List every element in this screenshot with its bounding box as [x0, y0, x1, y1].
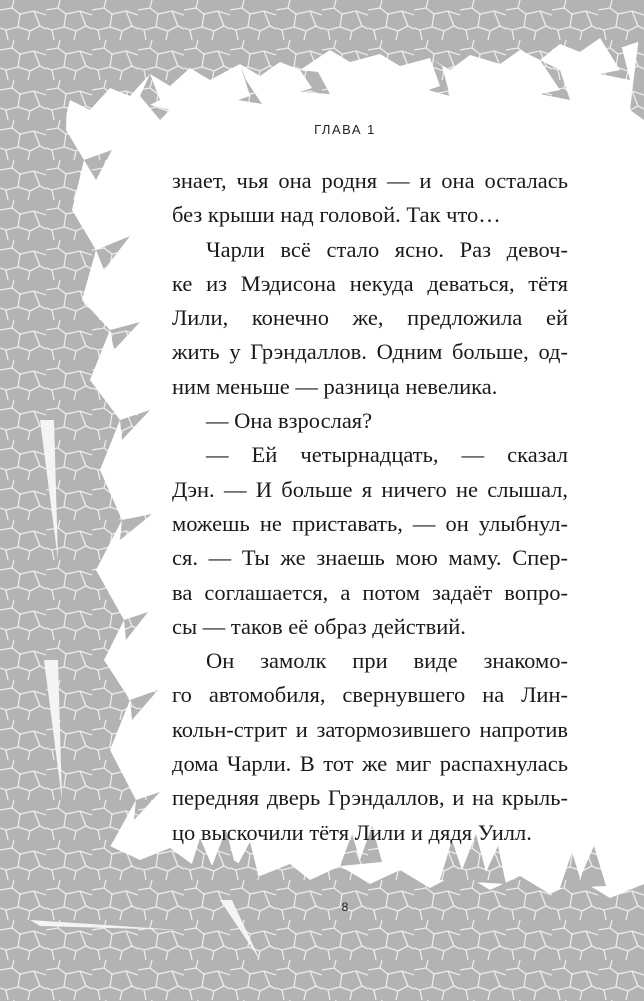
chapter-header: ГЛАВА 1 — [314, 122, 376, 137]
text-line: — Ей четырнадцать, — сказал — [206, 442, 568, 468]
text-line: го автомобиля, свернувшего на Лин- — [172, 682, 568, 708]
text-line: знает, чья она родня — и она осталась — [172, 168, 568, 193]
body-text — [172, 164, 568, 850]
page-number: 8 — [341, 900, 349, 914]
text-line: цо выскочили тётя Лили и дядя Уилл. — [172, 819, 532, 845]
text-line: Лили, конечно же, предложила ей — [172, 305, 568, 331]
text-line: ся. — Ты же знаешь мою маму. Спер- — [172, 545, 568, 571]
text-line: Дэн. — И больше я ничего не слышал, — [172, 476, 568, 502]
text-line: жить у Грэндаллов. Одним больше, од- — [172, 339, 568, 365]
text-line: Чарли всё стало ясно. Раз девоч- — [206, 236, 568, 262]
text-line: ним меньше — разница невелика. — [172, 373, 498, 399]
text-line: сы — таков её образ действий. — [172, 613, 466, 639]
text-line: можешь не приставать, — он улыбнул- — [172, 510, 568, 536]
text-line: без крыши над головой. Так что… — [172, 202, 501, 228]
text-line: ке из Мэдисона некуда деваться, тётя — [172, 270, 568, 296]
text-line: ва соглашается, а потом задаёт вопро- — [172, 579, 568, 605]
text-line: кольн-стрит и затормозившего напротив — [172, 716, 568, 742]
text-line: дома Чарли. В тот же миг распахнулась — [172, 751, 568, 777]
text-line: Он замолк при виде знакомо- — [206, 648, 568, 674]
text-line: — Она взрослая? — [206, 408, 373, 434]
text-line: передняя дверь Грэндаллов, и на крыль- — [172, 785, 568, 811]
